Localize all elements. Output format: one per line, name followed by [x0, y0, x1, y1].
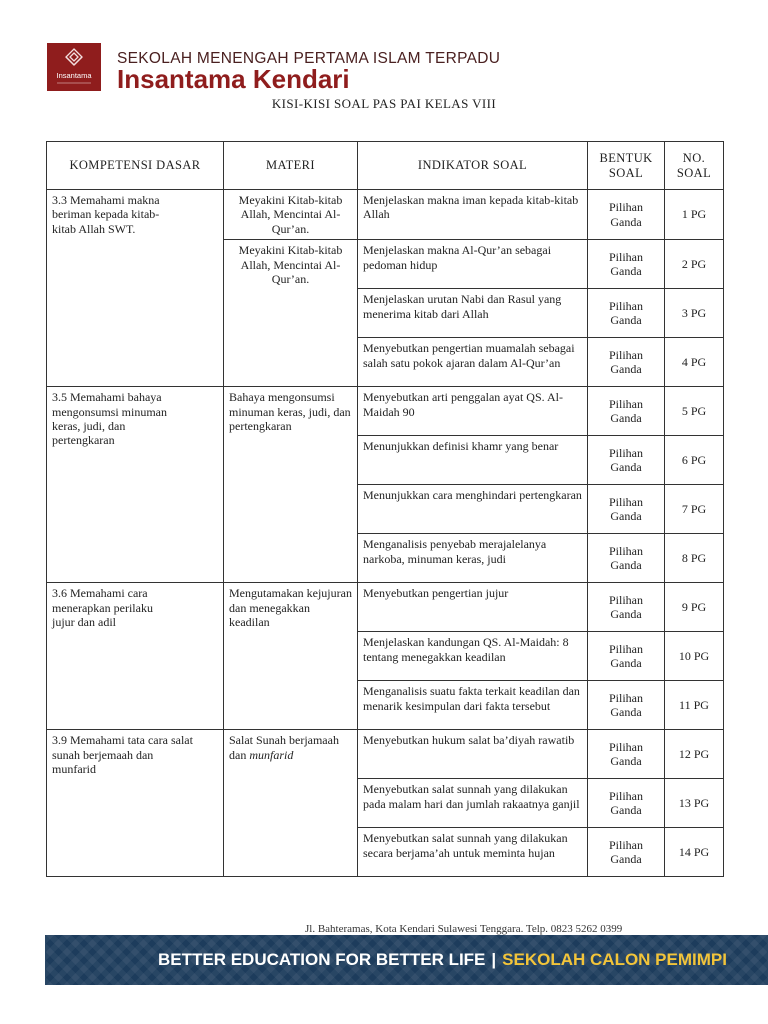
- school-logo: [47, 43, 101, 91]
- bentuk-soal-cell: Pilihan Ganda: [588, 632, 665, 681]
- logo-ornament-icon: [47, 43, 101, 91]
- materi-text: Salat Sunah berjamaah dan: [229, 733, 339, 762]
- document-title: KISI-KISI SOAL PAS PAI KELAS VIII: [271, 96, 497, 111]
- indikator-cell: Menjelaskan kandungan QS. Al-Maidah: 8 tentang menegakkan keadilan: [358, 632, 588, 681]
- nomor-soal-cell: 13 PG: [665, 779, 724, 828]
- nomor-soal-cell: 10 PG: [665, 632, 724, 681]
- nomor-soal-cell: 6 PG: [665, 436, 724, 485]
- nomor-soal-cell: 4 PG: [665, 338, 724, 387]
- indikator-cell: Menyebutkan salat sunnah yang dilakukan secara berjama’ah untuk meminta hujan: [358, 828, 588, 877]
- column-header: KOMPETENSI DASAR: [47, 142, 224, 190]
- bentuk-soal-cell: Pilihan Ganda: [588, 534, 665, 583]
- materi-cell: [224, 190, 358, 240]
- bentuk-soal-cell: Pilihan Ganda: [588, 190, 665, 240]
- nomor-soal-cell: 7 PG: [665, 485, 724, 534]
- indikator-cell: Menyebutkan pengertian jujur: [358, 583, 588, 632]
- materi-cell: [224, 730, 358, 877]
- materi-cell: [224, 583, 358, 730]
- nomor-soal-cell: 14 PG: [665, 828, 724, 877]
- table-row: [47, 583, 724, 632]
- materi-text: Bahaya mengonsumsi minuman keras, judi, dan pertengkaran: [229, 390, 351, 433]
- bentuk-soal-cell: Pilihan Ganda: [588, 387, 665, 436]
- materi-text: Mengutamakan kejujuran dan menegakkan keadilan: [229, 586, 352, 629]
- indikator-cell: Menunjukkan definisi khamr yang benar: [358, 436, 588, 485]
- materi-text: Meyakini Kitab-kitab Allah, Mencintai Al-Qur’an.: [238, 243, 343, 286]
- footer-banner: [45, 935, 768, 985]
- logo-text: Insantama: [56, 71, 92, 80]
- indikator-cell: Menyebutkan salat sunnah yang dilakukan pada malam hari dan jumlah rakaatnya ganjil: [358, 779, 588, 828]
- table-header-row: [47, 142, 724, 190]
- school-name: Insantama Kendari: [117, 64, 350, 94]
- bentuk-soal-cell: Pilihan Ganda: [588, 338, 665, 387]
- nomor-soal-cell: 5 PG: [665, 387, 724, 436]
- bentuk-soal-cell: Pilihan Ganda: [588, 240, 665, 289]
- table-body: [47, 190, 724, 877]
- table-row: [47, 730, 724, 779]
- bentuk-soal-cell: Pilihan Ganda: [588, 436, 665, 485]
- column-header: BENTUK SOAL: [588, 142, 665, 190]
- banner-slogan: [158, 950, 727, 970]
- indikator-cell: Menunjukkan cara menghindari pertengkaran: [358, 485, 588, 534]
- materi-cell: [224, 240, 358, 387]
- bentuk-soal-cell: Pilihan Ganda: [588, 583, 665, 632]
- nomor-soal-cell: 12 PG: [665, 730, 724, 779]
- nomor-soal-cell: 11 PG: [665, 681, 724, 730]
- column-header: INDIKATOR SOAL: [358, 142, 588, 190]
- bentuk-soal-cell: Pilihan Ganda: [588, 828, 665, 877]
- materi-text: Meyakini Kitab-kitab Allah, Mencintai Al-Qur’an.: [238, 193, 343, 236]
- bentuk-soal-cell: Pilihan Ganda: [588, 289, 665, 338]
- bentuk-soal-cell: Pilihan Ganda: [588, 485, 665, 534]
- indikator-cell: Menyebutkan hukum salat ba’diyah rawatib: [358, 730, 588, 779]
- indikator-cell: Menyebutkan pengertian muamalah sebagai salah satu pokok ajaran dalam Al-Qur’an: [358, 338, 588, 387]
- bentuk-soal-cell: Pilihan Ganda: [588, 681, 665, 730]
- nomor-soal-cell: 3 PG: [665, 289, 724, 338]
- materi-italic-term: munfarid: [249, 747, 294, 762]
- indikator-cell: Menyebutkan arti penggalan ayat QS. Al-Maidah 90: [358, 387, 588, 436]
- nomor-soal-cell: 1 PG: [665, 190, 724, 240]
- bentuk-soal-cell: Pilihan Ganda: [588, 779, 665, 828]
- table-row: [47, 387, 724, 436]
- bentuk-soal-cell: Pilihan Ganda: [588, 730, 665, 779]
- column-header: MATERI: [224, 142, 358, 190]
- kompetensi-dasar-cell: 3.3 Memahami makna beriman kepada kitab- kitab Allah SWT.: [47, 190, 224, 387]
- banner-slogan-right: SEKOLAH CALON PEMIMPI: [502, 950, 727, 969]
- banner-separator: |: [491, 950, 497, 969]
- kompetensi-dasar-cell: 3.5 Memahami bahaya mengonsumsi minuman keras, judi, dan pertengkaran: [47, 387, 224, 583]
- indikator-cell: Menganalisis penyebab merajalelanya narkoba, minuman keras, judi: [358, 534, 588, 583]
- indikator-cell: Menjelaskan urutan Nabi dan Rasul yang menerima kitab dari Allah: [358, 289, 588, 338]
- nomor-soal-cell: 2 PG: [665, 240, 724, 289]
- kompetensi-dasar-cell: 3.6 Memahami cara menerapkan perilaku jujur dan adil: [47, 583, 224, 730]
- footer-address: Jl. Bahteramas, Kota Kendari Sulawesi Tenggara. Telp. 0823 5262 0399: [305, 923, 623, 935]
- column-header: NO. SOAL: [665, 142, 724, 190]
- indikator-cell: Menjelaskan makna Al-Qur’an sebagai pedoman hidup: [358, 240, 588, 289]
- nomor-soal-cell: 9 PG: [665, 583, 724, 632]
- kompetensi-dasar-cell: 3.9 Memahami tata cara salat sunah berjemaah dan munfarid: [47, 730, 224, 877]
- indikator-cell: Menjelaskan makna iman kepada kitab-kitab Allah: [358, 190, 588, 240]
- indikator-cell: Menganalisis suatu fakta terkait keadilan dan menarik kesimpulan dari fakta tersebut: [358, 681, 588, 730]
- materi-cell: [224, 387, 358, 583]
- kisi-kisi-table: [46, 141, 724, 877]
- school-level: SEKOLAH MENENGAH PERTAMA ISLAM TERPADU: [117, 50, 501, 67]
- table-row: [47, 190, 724, 240]
- banner-slogan-left: BETTER EDUCATION FOR BETTER LIFE: [158, 950, 486, 969]
- nomor-soal-cell: 8 PG: [665, 534, 724, 583]
